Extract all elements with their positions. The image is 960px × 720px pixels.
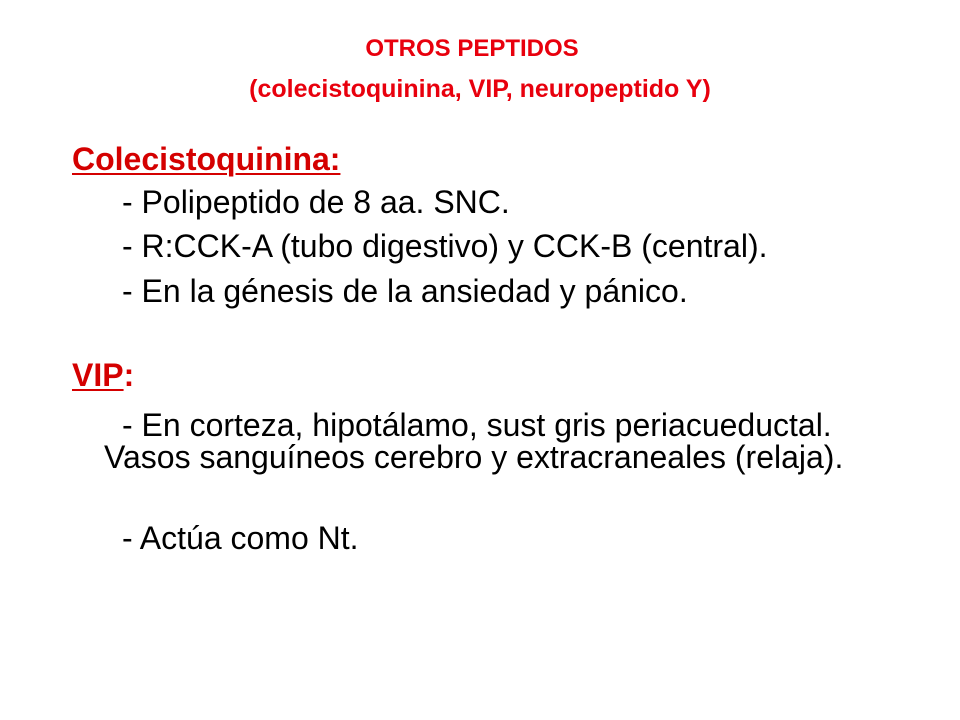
bullet-item: - En corteza, hipotálamo, sust gris periacueductal. Vasos sanguíneos cerebro y extracraneales (relaja). — [104, 407, 844, 475]
section-heading-vip-label: VIP — [72, 357, 124, 393]
section-heading-colecistoquinina: Colecistoquinina: — [72, 141, 341, 177]
section-heading-vip-colon: : — [123, 357, 135, 393]
bullet-item: - Actúa como Nt. — [122, 520, 359, 556]
slide-title: OTROS PEPTIDOS — [365, 35, 579, 62]
bullet-item: - Polipeptido de 8 aa. SNC. — [122, 184, 510, 220]
bullet-item: - En la génesis de la ansiedad y pánico. — [122, 273, 688, 309]
section-heading-vip — [72, 357, 134, 393]
bullet-item: - R:CCK-A (tubo digestivo) y CCK-B (central). — [122, 228, 768, 264]
slide-subtitle: (colecistoquinina, VIP, neuropeptido Y) — [249, 75, 711, 103]
